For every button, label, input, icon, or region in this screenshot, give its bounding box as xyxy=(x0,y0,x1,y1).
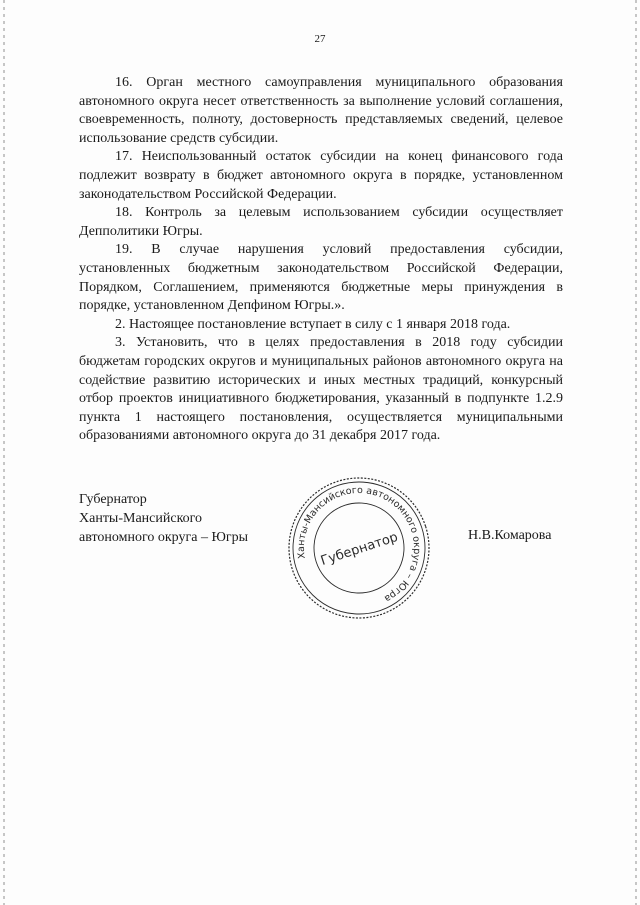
seal-ring-text: Ханты-Мансийского автономного округа – Югра xyxy=(295,484,423,605)
page-number: 27 xyxy=(314,33,326,45)
position-line: Ханты-Мансийского xyxy=(79,511,203,526)
seal-center-text: Губернатор xyxy=(319,529,400,569)
signatory-position xyxy=(79,490,248,547)
scan-edge-left xyxy=(3,0,5,905)
signatory-name: Н.В.Комарова xyxy=(468,528,552,543)
scan-edge-right xyxy=(635,0,637,905)
paragraph-effective-date: 2. Настоящее постановление вступает в силу с 1 января 2018 года. xyxy=(115,316,511,332)
paragraph-17: 17. Неиспользованный остаток субсидии на конец финансового года подлежит возврату в бюджет автономного округа в порядке, установленном законодательством Российской Федерации. xyxy=(79,149,563,202)
document-body xyxy=(79,74,563,446)
paragraph-16: 16. Орган местного самоуправления муниципального образования автономного округа несет ответственность за выполнение условий соглашения, своевременность, полноту, достоверность представляемых сведений, целевое использование средств субсидии. xyxy=(79,75,563,146)
official-seal xyxy=(286,475,432,621)
position-line: Губернатор xyxy=(79,492,147,507)
paragraph-selection-deadline: 3. Установить, что в целях предоставления в 2018 году субсидии бюджетам городских округов и муниципальных районов автономного округа на содействие развитию исторических и иных местных традиций, конкурсный отбор проектов инициативного бюджетирования, указанный в подпункте 1.2.9 пункта 1 настоящего постановления, осуществляется муниципальными образованиями автономного округа до 31 декабря 2017 года. xyxy=(79,335,563,444)
paragraph-19: 19. В случае нарушения условий предоставления субсидии, установленных бюджетным законодательством Российской Федерации, Порядком, Соглашением, применяются бюджетные меры принуждения в порядке, установленном Депфином Югры.». xyxy=(79,242,563,314)
paragraph-18: 18. Контроль за целевым использованием субсидии осуществляет Депполитики Югры. xyxy=(79,205,563,239)
position-line: автономного округа – Югры xyxy=(79,530,248,545)
